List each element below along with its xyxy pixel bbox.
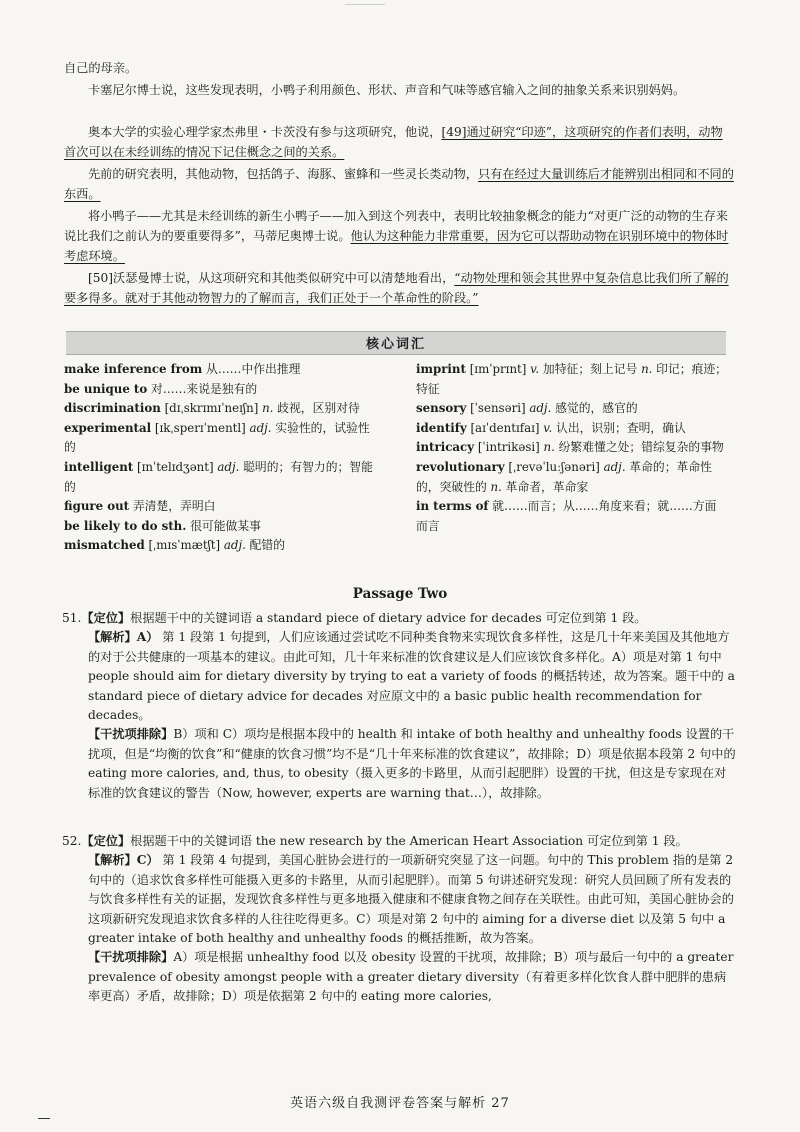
vocab-definition: 认出，识别；查明，确认 [556,420,686,435]
vocab-phonetic: [ɪmˈprɪnt] [469,362,527,376]
vocab-entry [416,360,728,399]
paragraph-text: [50]沃瑟曼博士说，从这项研究和其他类似研究中可以清楚地看出， [88,271,455,285]
vocab-entry [64,517,376,537]
vocab-pos: n. [262,401,274,416]
vocab-phonetic: [ˈintrikəsi] [477,440,540,455]
distractor-block [62,948,738,1006]
vocab-term: make inference from [64,362,203,376]
vocab-definition: 印记；痕迹；特征 [416,362,727,396]
vocab-definition: 歧视，区别对待 [277,401,360,416]
question-number: 52. [62,834,82,848]
analysis-text: 第 1 段第 1 句提到，人们应该通过尝试吃不同种类食物来实现饮食多样性，这是几十年来美国及其他地方的对于公共健康的一项基本的建议。由此可知，几十年来标准的饮食建议是人们应该饮食多样化。A）项是对第 1 句中 people should aim for dietary diversity by trying to eat a variety of foods 的概括转述，故为答案。题干中的 a standard piece of dietary advice for decades 对应原文中的 a basic public health recommendation for decades。 [88,630,735,723]
paragraph [64,206,734,266]
vocab-entry [416,497,728,536]
paragraph-continuation [64,58,734,78]
question-52-explanation [62,832,738,1007]
analysis-block [62,628,738,725]
vocab-term: imprint [416,362,466,376]
vocab-term: experimental [64,420,152,435]
vocab-pos: adj. [529,401,552,416]
answer-option: A） [136,630,159,645]
vocab-definition: 实验性的，试验性的 [64,420,370,455]
distractor-text: B）项和 C）项均是根据本段中的 health 和 intake of both healthy and unhealthy foods 设置的干扰项，但是“均衡的饮食”和“健康的饮食习惯”均不是“几十年来标准的饮食建议”，故排除；D）项是依据本段第 2 句中的 eating more calories, and, thus, to obesity（摄入更多的卡路里，从而引起肥胖）设置的干扰，但这是专家现在对标准的饮食建议的警告（Now, however, experts are warning that…），故排除。 [88,727,736,800]
vocab-pos: adj. [603,459,626,474]
vocab-pos: n. [543,440,555,455]
vocab-term: discrimination [64,401,161,416]
vocab-definition: 革命的；革命性的，突破性的 [416,459,712,494]
vocab-definition: 从……中作出推理 [206,362,301,376]
page-footer: 英语六级自我测评卷答案与解析 27 [290,1096,510,1111]
vocab-list-left [64,360,376,556]
vocab-entry [416,458,728,497]
vocab-term: in terms of [416,499,489,514]
paragraph-text: 卡塞尼尔博士说，这些发现表明，小鸭子利用颜色、形状、声音和气味等感官输入之间的抽象关系来识别妈妈。 [88,83,686,97]
locate-tag: 【定位】 [81,834,131,848]
vocab-term: intelligent [64,459,134,474]
vocab-phonetic: [ɪkˌsperɪˈmentl] [154,420,246,435]
vocab-definition: 很可能做某事 [190,518,261,533]
vocab-entry [64,399,376,419]
vocab-definition: 对……来说是独有的 [151,381,258,396]
vocab-definition: 加特征；刻上记号 [542,362,638,376]
vocab-definition: 聪明的；有智力的；智能的 [64,459,373,494]
scan-mark [345,4,385,5]
vocab-entry [64,419,376,458]
paragraph [64,164,734,204]
locate-tag: 【定位】 [81,611,131,625]
vocab-pos: adj. [223,538,246,553]
vocab-term: be likely to do sth. [64,518,187,533]
vocab-phonetic: [aɪˈdentɪfaɪ] [470,420,540,435]
vocab-phonetic: [ˌmɪsˈmætʃt] [148,538,221,553]
vocab-entry [64,458,376,497]
paragraph [64,80,734,100]
distractor-text: A）项是根据 unhealthy food 以及 obesity 设置的干扰项，故排除；B）项与最后一句中的 a greater prevalence of obesity amongst people with a greater dietary diversity（有着更多样化饮食人群中肥胖的患病率更高）矛盾，故排除；D）项是依据第 2 句中的 eating more calories, [88,950,734,1004]
vocab-entry [416,438,728,458]
paragraph [64,268,734,308]
distractor-block [62,725,738,803]
underlined-answer-text: [49]通过研究“印迹”，这项研究的作者们表明，动物首次可以在未经训练的情况下记住概念之间的关系。 [64,125,723,159]
vocab-term: figure out [64,499,130,514]
vocab-pos: n. [641,362,653,376]
vocab-term: intricacy [416,440,475,455]
vocab-section-title: 核心词汇 [365,337,426,352]
vocab-phonetic: [ɪnˈtelɪdʒənt] [137,459,214,474]
analysis-block [62,851,738,948]
vocab-definition: 配错的 [249,538,286,553]
underlined-answer-text: 他认为这种能力非常重要，因为它可以帮助动物在识别环境中的物体时考虑环境。 [64,229,729,263]
analysis-tag: 【解析】 [88,630,137,645]
paragraph-text: 将小鸭子——尤其是未经训练的新生小鸭子——加入到这个列表中，表明比较抽象概念的能力“对更广泛的动物的生存来说比我们之前认为的要重要得多”，马蒂尼奥博士说。 [64,209,728,243]
distractor-tag: 【干扰项排除】 [88,727,174,742]
vocab-phonetic: [dɪˌskrɪmɪˈneɪʃn] [164,401,259,416]
question-51-explanation [62,609,738,803]
paragraph [64,122,734,162]
vocab-term: be unique to [64,381,148,396]
vocab-entry [64,380,376,400]
vocab-term: sensory [416,401,467,416]
passage-title: Passage Two [352,586,448,602]
vocab-entry [64,497,376,517]
vocab-term: mismatched [64,538,145,553]
vocab-definition: 就……而言；从……角度来看；就……方面而言 [416,499,717,533]
locate-line [62,832,738,851]
vocab-entry [64,536,376,556]
vocab-section-banner [66,331,726,355]
vocab-pos: v. [530,362,540,376]
vocab-list-right [416,360,728,536]
paragraph-text: 自己的母亲。 [64,61,138,75]
vocab-term: revolutionary [416,459,505,474]
vocab-definition: 感觉的，感官的 [555,401,638,416]
analysis-text: 第 1 段第 4 句提到，美国心脏协会进行的一项新研究突显了这一问题。句中的 This problem 指的是第 2 句中的（追求饮食多样性可能摄入更多的卡路里，从而引起肥胖）。而第 5 句讲述研究发现：研究人员回顾了所有发表的与饮食多样性有关的证据，发现饮食多样性与更多地摄入健康和不健康食物之间存在关联性。由此可知，美国心脏协会的这项新研究发现追求饮食多样的人往往吃得更多。C）项是对第 2 句中的 aiming for a diverse diet 以及第 5 句中 a greater intake of both healthy and unhealthy foods 的概括推断，故为答案。 [88,853,734,946]
vocab-entry [64,360,376,380]
locate-line [62,609,738,628]
paragraph-text: 先前的研究表明，其他动物，包括鸽子、海豚、蜜蜂和一些灵长类动物， [88,167,478,181]
underlined-answer-text: 只有在经过大量训练后才能辨别出相同和不同的东西。 [64,167,734,201]
vocab-phonetic: [ˈsensəri] [470,401,526,416]
locate-text: 根据题干中的关键词语 a standard piece of dietary advice for decades 可定位到第 1 段。 [130,611,647,625]
vocab-definition: 革命者，革命家 [505,479,589,494]
question-number: 51. [62,611,82,625]
vocab-pos: v. [543,420,553,435]
vocab-pos: n. [490,479,502,494]
vocab-entry [416,399,728,419]
vocab-definition: 弄清楚，弄明白 [132,499,216,514]
vocab-term: identify [416,420,467,435]
vocab-definition: 纷繁难懂之处；错综复杂的事物 [558,440,724,455]
scan-mark [38,1118,50,1119]
vocab-pos: adj. [217,459,240,474]
vocab-entry [416,419,728,439]
answer-option: C） [136,853,159,868]
distractor-tag: 【干扰项排除】 [88,950,174,965]
vocab-pos: adj. [249,420,272,435]
analysis-tag: 【解析】 [88,853,137,868]
underlined-answer-text: “动物处理和领会其世界中复杂信息比我们所了解的要多得多。就对于其他动物智力的了解而言，我们正处于一个革命性的阶段。” [64,271,729,305]
vocab-phonetic: [ˌrevəˈluːʃənəri] [508,459,600,474]
paragraph-text: 奥本大学的实验心理学家杰弗里・卡茨没有参与这项研究，他说， [88,125,442,139]
locate-text: 根据题干中的关键词语 the new research by the American Heart Association 可定位到第 1 段。 [130,834,688,848]
